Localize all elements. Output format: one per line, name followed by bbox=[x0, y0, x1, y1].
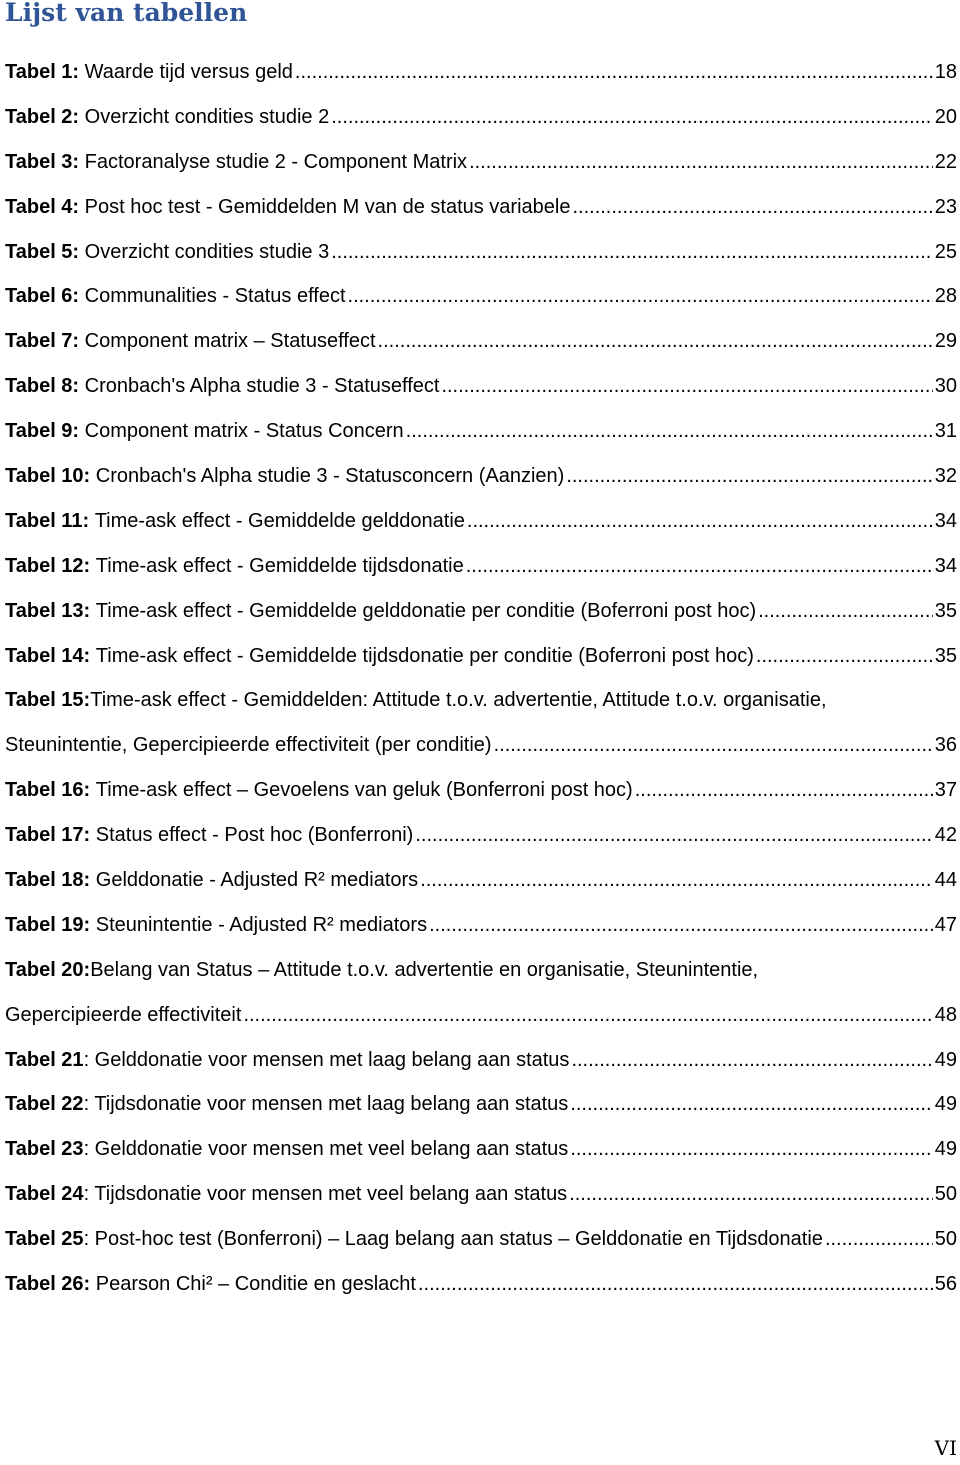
entry-number: Tabel 6: bbox=[5, 285, 80, 308]
entry-title: Cronbach's Alpha studie 3 - Statusconcern (Aanzien) bbox=[95, 464, 565, 487]
dot-leader bbox=[418, 1273, 933, 1296]
entry-title: Status effect - Post hoc (Bonferroni) bbox=[95, 824, 414, 847]
dot-leader bbox=[429, 914, 933, 937]
entry-title: Component matrix - Status Concern bbox=[84, 420, 404, 443]
dot-leader bbox=[570, 1093, 932, 1116]
dot-leader bbox=[331, 106, 933, 129]
entry-number: Tabel 1: bbox=[5, 60, 80, 83]
toc-entry[interactable] bbox=[5, 768, 957, 813]
toc-entry[interactable] bbox=[5, 50, 957, 95]
entry-title-continuation: Steunintentie, Gepercipieerde effectiviteit (per conditie) bbox=[5, 734, 492, 757]
dot-leader bbox=[441, 375, 932, 398]
entry-page-number: 34 bbox=[934, 509, 957, 532]
toc-entry[interactable] bbox=[5, 858, 957, 903]
entry-number: Tabel 12: bbox=[5, 554, 91, 577]
entry-title: Time-ask effect - Gemiddelde gelddonatie bbox=[94, 509, 465, 532]
entry-page-number: 56 bbox=[934, 1272, 957, 1295]
entry-number: Tabel 21 bbox=[5, 1048, 84, 1071]
entry-number: Tabel 26: bbox=[5, 1272, 91, 1295]
toc-entry[interactable] bbox=[5, 1172, 957, 1217]
entry-page-number: 34 bbox=[934, 554, 957, 577]
toc-entry-continuation[interactable] bbox=[5, 993, 957, 1038]
entry-title: Factoranalyse studie 2 - Component Matrix bbox=[84, 150, 468, 173]
toc-entry[interactable] bbox=[5, 409, 957, 454]
entry-title: : Gelddonatie voor mensen met laag belang aan status bbox=[83, 1048, 570, 1071]
toc-entry[interactable] bbox=[5, 1127, 957, 1172]
entry-number: Tabel 8: bbox=[5, 375, 80, 398]
entry-page-number: 36 bbox=[934, 734, 957, 757]
entry-title: Gelddonatie - Adjusted R² mediators bbox=[95, 868, 419, 891]
table-list bbox=[5, 50, 957, 1307]
entry-page-number: 35 bbox=[934, 644, 957, 667]
entry-page-number: 32 bbox=[934, 464, 957, 487]
dot-leader bbox=[406, 420, 933, 443]
entry-number: Tabel 9: bbox=[5, 420, 80, 443]
entry-page-number: 50 bbox=[934, 1228, 957, 1251]
entry-title: Post hoc test - Gemiddelden M van de status variabele bbox=[84, 195, 571, 218]
toc-entry[interactable] bbox=[5, 230, 957, 275]
page-number: VI bbox=[934, 1436, 957, 1460]
entry-title: Time-ask effect - Gemiddelde tijdsdonatie bbox=[95, 554, 464, 577]
toc-entry[interactable] bbox=[5, 903, 957, 948]
toc-entry[interactable] bbox=[5, 1217, 957, 1262]
entry-title: : Gelddonatie voor mensen met veel belang aan status bbox=[83, 1138, 569, 1161]
dot-leader bbox=[295, 61, 933, 84]
entry-number: Tabel 22 bbox=[5, 1093, 84, 1116]
entry-title: Overzicht condities studie 2 bbox=[84, 105, 330, 128]
entry-page-number: 42 bbox=[934, 824, 957, 847]
toc-entry[interactable] bbox=[5, 95, 957, 140]
entry-title: Overzicht condities studie 3 bbox=[84, 240, 330, 263]
toc-entry[interactable] bbox=[5, 185, 957, 230]
entry-title: Belang van Status – Attitude t.o.v. advertentie en organisatie, Steunintentie, bbox=[90, 958, 759, 981]
entry-page-number: 31 bbox=[934, 420, 957, 443]
dot-leader bbox=[566, 465, 932, 488]
entry-page-number: 50 bbox=[934, 1183, 957, 1206]
entry-page-number: 49 bbox=[934, 1048, 957, 1071]
entry-number: Tabel 23 bbox=[5, 1138, 84, 1161]
entry-number: Tabel 14: bbox=[5, 644, 91, 667]
entry-title: Time-ask effect – Gevoelens van geluk (Bonferroni post hoc) bbox=[95, 779, 633, 802]
dot-leader bbox=[420, 869, 933, 892]
toc-entry[interactable] bbox=[5, 364, 957, 409]
toc-entry[interactable] bbox=[5, 1262, 957, 1307]
dot-leader bbox=[756, 645, 933, 668]
toc-entry[interactable] bbox=[5, 274, 957, 319]
entry-page-number: 20 bbox=[934, 105, 957, 128]
dot-leader bbox=[825, 1228, 933, 1251]
entry-number: Tabel 20: bbox=[5, 958, 91, 981]
entry-title: Pearson Chi² – Conditie en geslacht bbox=[95, 1272, 416, 1295]
toc-entry[interactable] bbox=[5, 1038, 957, 1083]
entry-number: Tabel 19: bbox=[5, 913, 91, 936]
entry-page-number: 35 bbox=[934, 599, 957, 622]
entry-page-number: 49 bbox=[934, 1093, 957, 1116]
entry-number: Tabel 24 bbox=[5, 1183, 84, 1206]
entry-title-continuation: Gepercipieerde effectiviteit bbox=[5, 1003, 242, 1026]
dot-leader bbox=[569, 1183, 933, 1206]
entry-number: Tabel 10: bbox=[5, 464, 91, 487]
entry-page-number: 47 bbox=[934, 913, 957, 936]
entry-page-number: 49 bbox=[934, 1138, 957, 1161]
dot-leader bbox=[378, 330, 933, 353]
entry-page-number: 22 bbox=[934, 150, 957, 173]
entry-number: Tabel 13: bbox=[5, 599, 91, 622]
page-title: Lijst van tabellen bbox=[5, 0, 248, 27]
dot-leader bbox=[466, 555, 933, 578]
entry-number: Tabel 7: bbox=[5, 330, 80, 353]
toc-entry[interactable] bbox=[5, 948, 957, 993]
toc-entry[interactable] bbox=[5, 678, 957, 723]
toc-entry[interactable] bbox=[5, 544, 957, 589]
toc-entry[interactable] bbox=[5, 319, 957, 364]
toc-entry[interactable] bbox=[5, 634, 957, 679]
entry-title: Time-ask effect - Gemiddelde tijdsdonatie per conditie (Boferroni post hoc) bbox=[95, 644, 754, 667]
toc-entry[interactable] bbox=[5, 589, 957, 634]
entry-page-number: 25 bbox=[934, 240, 957, 263]
toc-entry[interactable] bbox=[5, 813, 957, 858]
entry-title: : Tijdsdonatie voor mensen met veel belang aan status bbox=[83, 1183, 568, 1206]
entry-page-number: 23 bbox=[934, 195, 957, 218]
dot-leader bbox=[348, 285, 933, 308]
entry-page-number: 28 bbox=[934, 285, 957, 308]
toc-entry[interactable] bbox=[5, 499, 957, 544]
entry-number: Tabel 25 bbox=[5, 1228, 84, 1251]
entry-title: Component matrix – Statuseffect bbox=[84, 330, 376, 353]
dot-leader bbox=[570, 1138, 932, 1161]
dot-leader bbox=[572, 196, 932, 219]
entry-number: Tabel 2: bbox=[5, 105, 80, 128]
dot-leader bbox=[467, 510, 933, 533]
entry-title: : Post-hoc test (Bonferroni) – Laag belang aan status – Gelddonatie en Tijdsdonatie bbox=[83, 1228, 823, 1251]
entry-number: Tabel 17: bbox=[5, 824, 91, 847]
entry-title: Steunintentie - Adjusted R² mediators bbox=[95, 913, 428, 936]
dot-leader bbox=[571, 1049, 932, 1072]
entry-number: Tabel 15: bbox=[5, 689, 91, 712]
dot-leader bbox=[331, 241, 933, 264]
entry-number: Tabel 4: bbox=[5, 195, 80, 218]
entry-number: Tabel 18: bbox=[5, 868, 91, 891]
entry-number: Tabel 11: bbox=[5, 509, 90, 532]
entry-page-number: 29 bbox=[934, 330, 957, 353]
entry-page-number: 48 bbox=[934, 1003, 957, 1026]
dot-leader bbox=[243, 1004, 932, 1027]
toc-entry[interactable] bbox=[5, 140, 957, 185]
entry-page-number: 18 bbox=[934, 60, 957, 83]
entry-number: Tabel 5: bbox=[5, 240, 80, 263]
entry-number: Tabel 3: bbox=[5, 150, 80, 173]
entry-page-number: 37 bbox=[934, 779, 957, 802]
toc-entry[interactable] bbox=[5, 1082, 957, 1127]
dot-leader bbox=[469, 151, 933, 174]
entry-title: Time-ask effect - Gemiddelden: Attitude t.o.v. advertentie, Attitude t.o.v. organisatie, bbox=[90, 689, 827, 712]
entry-title: Waarde tijd versus geld bbox=[84, 60, 293, 83]
entry-title: : Tijdsdonatie voor mensen met laag belang aan status bbox=[83, 1093, 569, 1116]
entry-page-number: 44 bbox=[934, 868, 957, 891]
entry-number: Tabel 16: bbox=[5, 779, 91, 802]
entry-title: Communalities - Status effect bbox=[84, 285, 346, 308]
dot-leader bbox=[635, 779, 933, 802]
entry-title: Time-ask effect - Gemiddelde gelddonatie per conditie (Boferroni post hoc) bbox=[95, 599, 757, 622]
entry-title: Cronbach's Alpha studie 3 - Statuseffect bbox=[84, 375, 440, 398]
dot-leader bbox=[758, 600, 933, 623]
dot-leader bbox=[415, 824, 932, 847]
toc-entry-continuation[interactable] bbox=[5, 723, 957, 768]
dot-leader bbox=[494, 734, 933, 757]
toc-entry[interactable] bbox=[5, 454, 957, 499]
entry-page-number: 30 bbox=[934, 375, 957, 398]
